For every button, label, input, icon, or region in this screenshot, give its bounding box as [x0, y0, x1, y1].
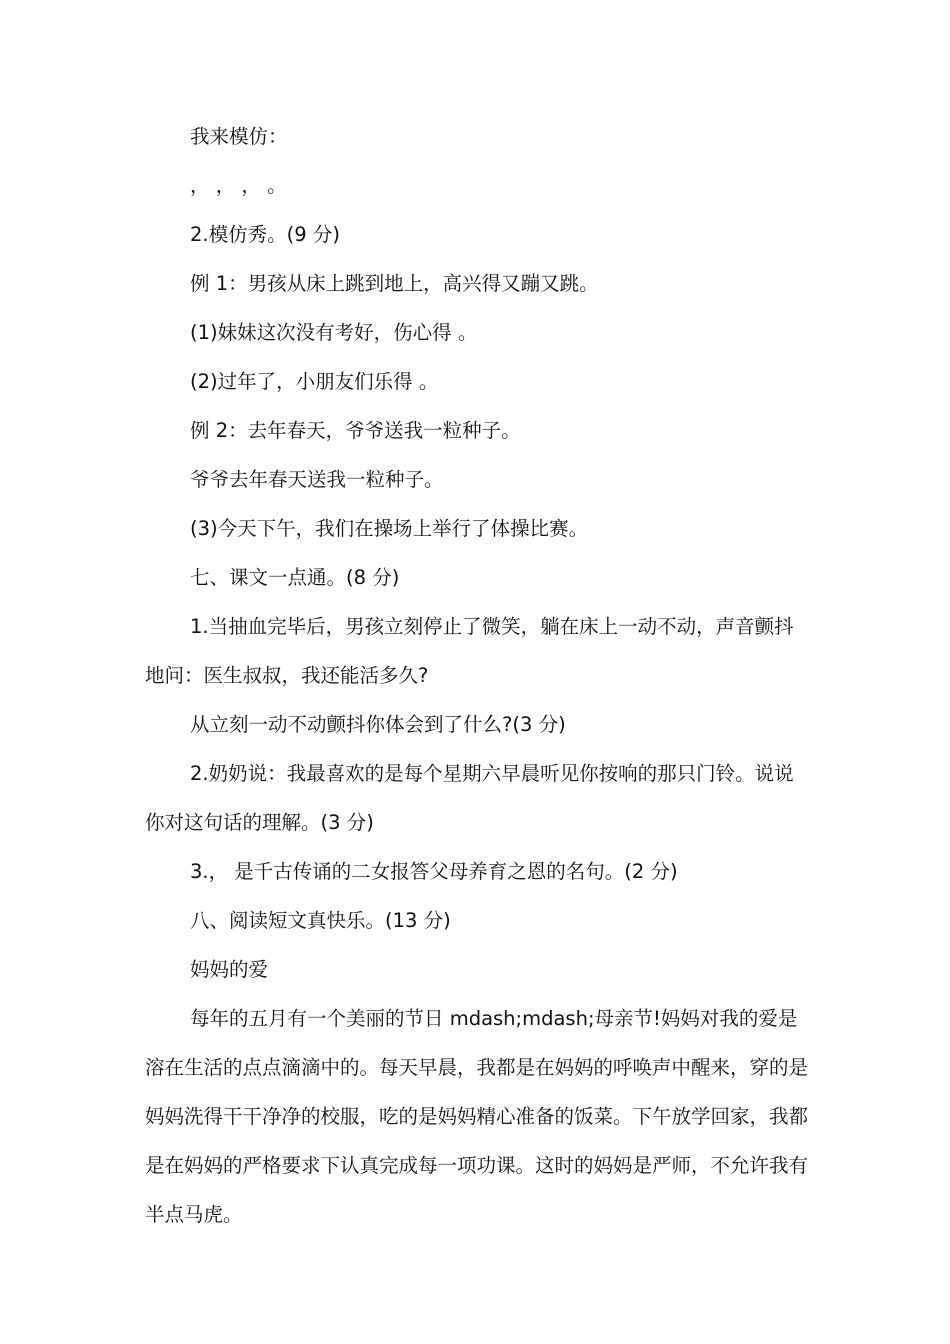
paragraph-question-3: (3)今天下午，我们在操场上举行了体操比赛。: [190, 517, 589, 540]
paragraph-example-2-rewrite: 爷爷去年春天送我一粒种子。: [190, 468, 444, 491]
paragraph-section-7-q1: 1.当抽血完毕后，男孩立刻停止了微笑，躺在床上一动不动，声音颤抖地问：医生叔叔，我还能活多久?: [145, 615, 794, 687]
paragraph-imitate-heading: 我来模仿：: [190, 125, 288, 148]
paragraph-section-7-title: 七、课文一点通。(8 分): [190, 566, 400, 589]
paragraph-passage-title: 妈妈的爱: [190, 958, 269, 981]
paragraph-passage-body: 每年的五月有一个美丽的节日 mdash;mdash;母亲节!妈妈对我的爱是溶在生活的点点滴滴中的。每天早晨，我都是在妈妈的呼唤声中醒来，穿的是妈妈洗得干干净净的校服，吃的是妈妈精心准备的饭菜。下午放学回家，我都是在妈妈的严格要求下认真完成每一项功课。这时的妈妈是严师，不允许我有半点马虎。: [145, 1007, 809, 1226]
paragraph-section-7-q3: 3.， 是千古传诵的二女报答父母养育之恩的名句。(2 分): [190, 860, 678, 883]
paragraph-example-1: 例 1：男孩从床上跳到地上，高兴得又蹦又跳。: [190, 272, 599, 295]
paragraph-section-2-title: 2.模仿秀。(9 分): [190, 223, 340, 246]
paragraph-question-2: (2)过年了，小朋友们乐得 。: [190, 370, 439, 393]
paragraph-question-1: (1)妹妹这次没有考好，伤心得 。: [190, 321, 478, 344]
paragraph-imitate-blanks: ， ， ， 。: [190, 174, 287, 197]
paragraph-section-8-title: 八、阅读短文真快乐。(13 分): [190, 909, 451, 932]
paragraph-section-7-q2: 2.奶奶说：我最喜欢的是每个星期六早晨听见你按响的那只门铃。说说你对这句话的理解。(3 分): [145, 762, 794, 834]
paragraph-example-2: 例 2：去年春天，爷爷送我一粒种子。: [190, 419, 521, 442]
document-body: [145, 112, 813, 1239]
paragraph-section-7-q1-prompt: 从立刻一动不动颤抖你体会到了什么?(3 分): [190, 713, 566, 736]
